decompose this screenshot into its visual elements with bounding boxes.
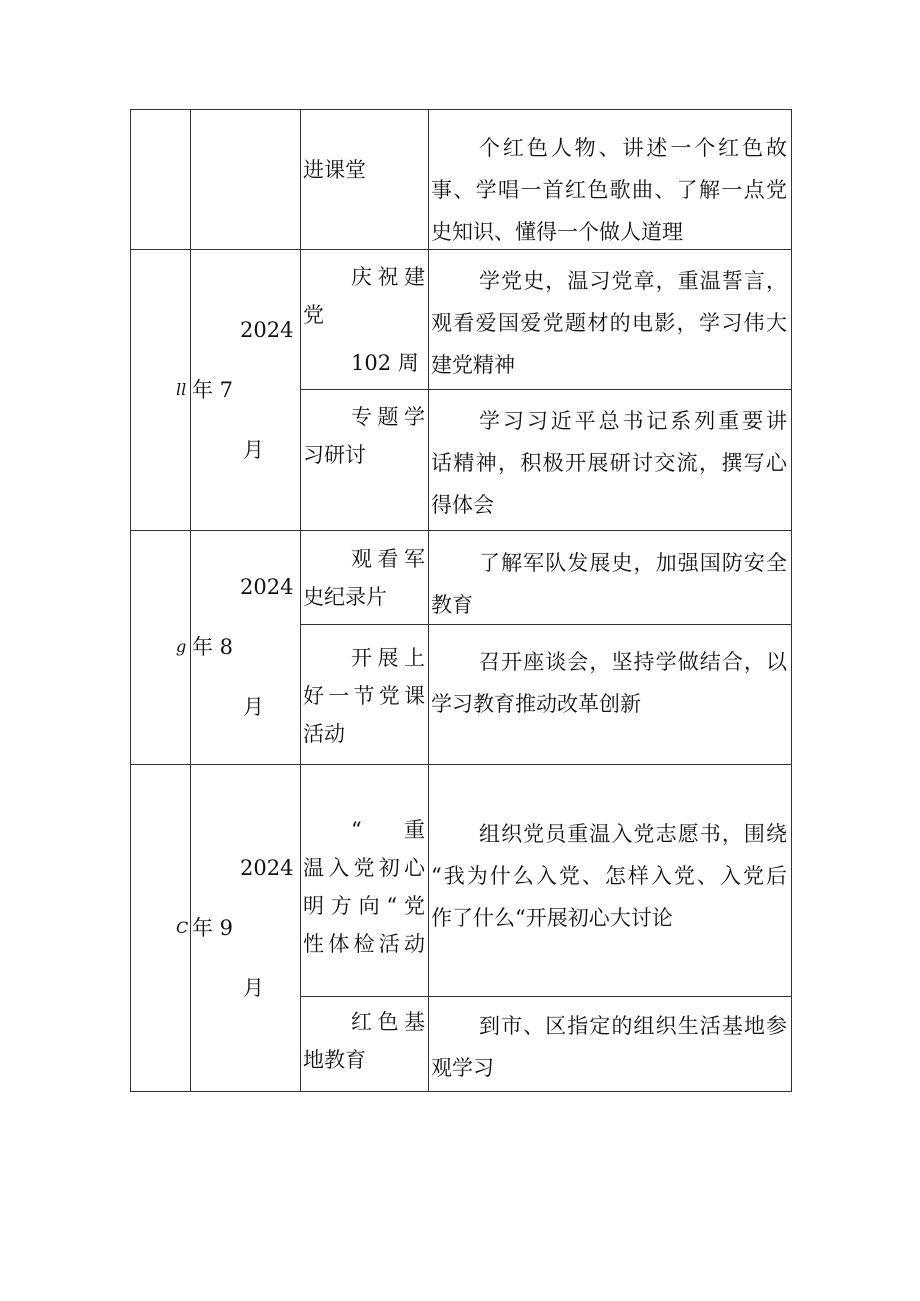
row-month-label: 年 8 [192, 635, 234, 659]
table-border-horizontal-2 [130, 530, 792, 531]
activity-name-line: 习研讨 [303, 443, 366, 467]
row-year: 2024 [240, 855, 294, 880]
row-year: 2024 [240, 575, 294, 599]
activity-name-line: 温入党初心 [303, 856, 425, 880]
activity-name-line: 明方向“党 [303, 894, 425, 918]
activity-content-line: 事、学唱一首红色歌曲、了解一点党 [431, 178, 787, 202]
table-border-vertical-2 [300, 109, 301, 1092]
table-border-sub-1 [300, 624, 792, 625]
activity-name-line: 党 [303, 303, 324, 327]
activity-name-line: 红色基 [351, 1010, 425, 1034]
table-border-horizontal-3 [130, 764, 792, 765]
activity-name-line: 地教育 [303, 1048, 366, 1072]
activity-content-line: 组织党员重温入党志愿书，围绕 [479, 822, 787, 846]
activity-content-line: 史知识、懂得一个做人道理 [431, 220, 683, 244]
table-border-sub-2 [300, 996, 792, 997]
activity-content-line: 话精神，积极开展研讨交流，撰写心 [431, 451, 787, 475]
row-year: 2024 [240, 317, 294, 342]
table-border-vertical-0 [130, 109, 131, 1092]
activity-content-line: 得体会 [431, 493, 494, 517]
activity-content-line: 召开座谈会，坚持学做结合，以 [479, 650, 787, 674]
table-border-horizontal-4 [130, 1091, 792, 1092]
activity-name-line: 专题学 [351, 405, 425, 429]
activity-content-line: 到市、区指定的组织生活基地参 [479, 1014, 787, 1038]
table-border-sub-0 [300, 389, 792, 390]
table-border-vertical-1 [190, 109, 191, 1092]
activity-content-line: 观看爱国爱党题材的电影，学习伟大 [431, 311, 787, 335]
activity-name-line: 好一节党课 [303, 684, 425, 708]
row-month-label: 年 7 [192, 377, 234, 402]
activity-content-line: 了解军队发展史，加强国防安全 [479, 551, 787, 575]
row-month-label: 年 9 [192, 915, 234, 940]
activity-name-line: 观看军 [351, 547, 425, 571]
row-index: ll [176, 379, 187, 399]
activity-content-line: 观学习 [431, 1056, 494, 1080]
row-month: 月 [243, 437, 264, 462]
activity-content-line: 教育 [431, 593, 473, 617]
activity-content-line: 学习习近平总书记系列重要讲 [479, 409, 787, 433]
activity-name-line: 进课堂 [303, 158, 366, 182]
activity-content-line: 建党精神 [431, 353, 515, 377]
activity-name-line: 性体检活动 [303, 932, 425, 956]
activity-name-line: 开展上 [351, 646, 425, 670]
row-index: C [176, 917, 189, 937]
row-index: g [176, 637, 187, 656]
activity-content-line: 作了什么“开展初心大讨论 [431, 906, 673, 930]
row-month: 月 [243, 975, 264, 1000]
activity-name-line: 史纪录片 [303, 585, 387, 609]
table-border-vertical-4 [791, 109, 792, 1092]
activity-content-line: “我为什么入党、怎样入党、入党后 [431, 864, 787, 888]
activity-name-line: 活动 [303, 722, 345, 746]
table-border-vertical-3 [428, 109, 429, 1092]
activity-name-line: “ 重 [351, 818, 425, 842]
activity-content-line: 个红色人物、讲述一个红色故 [479, 136, 787, 160]
row-month: 月 [243, 695, 264, 719]
activity-content-line: 学习教育推动改革创新 [431, 692, 641, 716]
activity-name-line: 庆祝建 [351, 265, 425, 289]
activity-name-line: 102 周 [351, 351, 419, 375]
table-border-horizontal-0 [130, 109, 792, 110]
activity-content-line: 学党史，温习党章，重温誓言， [479, 269, 787, 293]
